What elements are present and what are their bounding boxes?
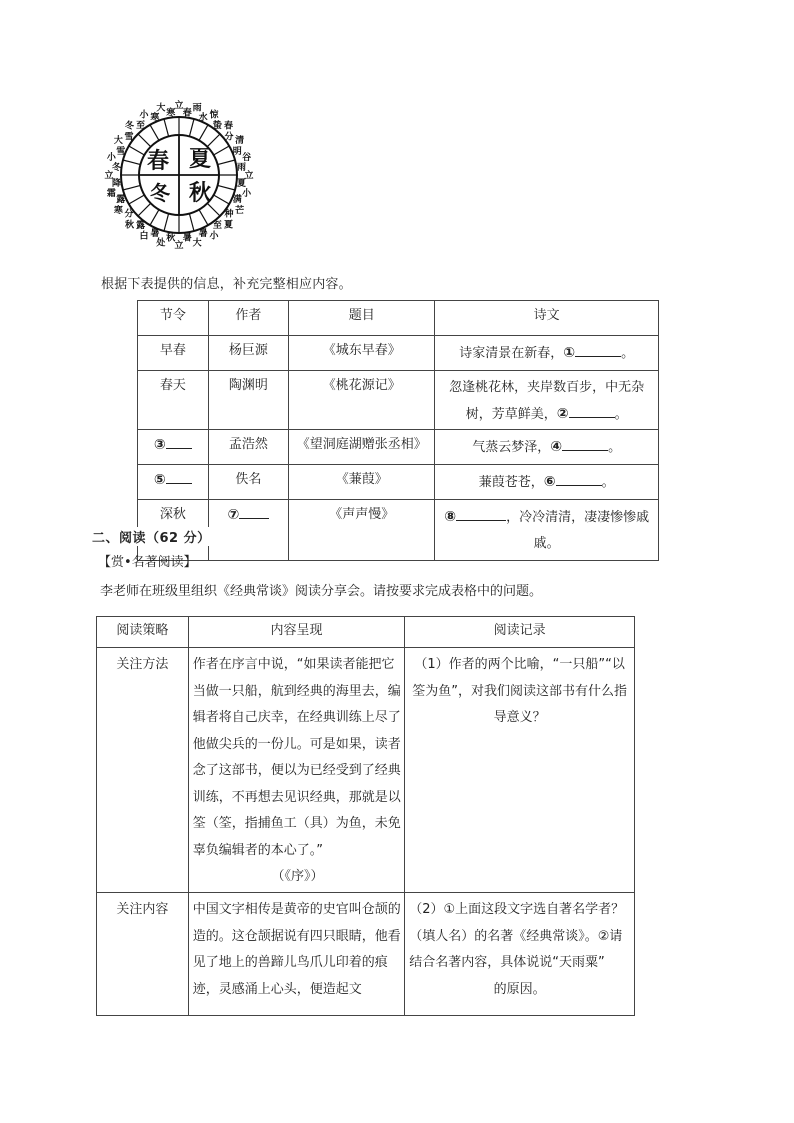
answer-blank[interactable]: [556, 485, 602, 486]
cell-poem: [435, 336, 659, 371]
blank-number: ③: [153, 437, 166, 453]
emblem-autumn: 秋: [188, 180, 212, 206]
emblem-ring-char: 降: [111, 179, 122, 190]
answer-blank[interactable]: [166, 483, 192, 484]
emblem-ring-char: 小: [242, 189, 252, 200]
poem-end: 。: [614, 407, 628, 422]
emblem-ring-char: 寒: [150, 112, 160, 123]
cell-strategy: 关注内容: [97, 893, 189, 1016]
cell-author: 杨巨源: [208, 336, 289, 371]
table-instruction: 根据下表提供的信息，补充完整相应内容。: [101, 277, 352, 292]
section-heading: 二、阅读（62 分）: [92, 527, 215, 546]
emblem-spoke: [123, 160, 140, 165]
record-text-end: 的原因。: [493, 981, 546, 997]
emblem-ring-char: 分: [124, 209, 134, 220]
emblem-spoke: [218, 185, 235, 190]
cell-content: 中国文字相传是黄帝的史官叫仓颉的造的。这仓颉据说有四只眼睛，他看见了地上的兽蹄儿鸟爪儿印着的痕迹，灵感涌上心头，便造起文: [188, 893, 404, 1016]
table-row: [138, 465, 659, 500]
poem-text: 气蒸云梦泽，: [472, 440, 551, 455]
emblem-spoke: [164, 119, 169, 136]
blank-number: ⑤: [153, 472, 166, 488]
emblem-ring-char: 寒: [166, 108, 176, 119]
poem-text: 忽逢桃花林，夹岸数百步，中无杂树，芳草鲜美，: [449, 380, 645, 422]
emblem-spoke: [199, 125, 208, 141]
cell-title: 《望洞庭湖赠张丞相》: [289, 430, 435, 465]
cell-title: 《城东早春》: [289, 336, 435, 371]
emblem-ring-char: 雪: [116, 146, 126, 157]
emblem-ring-char: 暑: [150, 229, 160, 240]
emblem-ring-char: 大: [113, 136, 123, 146]
cell-title: 《桃花源记》: [289, 371, 435, 430]
blank-number: ①: [563, 345, 576, 361]
solar-terms-emblem: [98, 96, 260, 254]
emblem-ring-char: 立: [174, 101, 184, 111]
emblem-ring-char: 露: [136, 221, 146, 231]
emblem-ring-char: 寒: [113, 206, 123, 216]
emblem-spoke: [164, 214, 169, 231]
content-source: （《序》）: [271, 869, 324, 884]
content-text: 作者在序言中说，“如果读者能把它当做一只船，航到经典的海里去，编辑者将自己庆幸，在经典训练上尽了他做尖兵的一份儿。可是如果，读者念了这部书，便以为已经受到了经典训练，不再想去见识经典，那就是以筌（筌，指捕鱼工（具）为鱼，未免辜负编辑者的本心了。”: [192, 657, 401, 858]
emblem-spoke: [199, 210, 208, 226]
poem-end: 。: [601, 475, 615, 490]
cell-season: 春天: [138, 371, 209, 430]
emblem-spoke: [123, 185, 140, 190]
header-author: 作者: [208, 301, 289, 336]
emblem-ring-char: 春: [182, 108, 192, 119]
cell-poem: [435, 465, 659, 500]
emblem-ring-char: 至: [136, 121, 146, 131]
emblem-ring-char: 处: [156, 238, 166, 249]
answer-blank[interactable]: [239, 518, 269, 519]
emblem-summer: 夏: [188, 146, 212, 172]
emblem-winter: 冬: [150, 181, 170, 205]
emblem-ring-char: 春: [223, 121, 234, 132]
emblem-spoke: [214, 146, 230, 155]
emblem-ring-char: 霜: [106, 189, 116, 200]
header-strategy: 阅读策略: [97, 617, 189, 648]
cell-author: 佚名: [208, 465, 289, 500]
header-title: 题目: [289, 301, 435, 336]
emblem-ring-char: 露: [116, 195, 126, 206]
emblem-ring-char: 谷: [242, 152, 252, 163]
emblem-ring-char: 清: [235, 136, 245, 146]
emblem-spoke: [138, 134, 151, 147]
emblem-spoke: [218, 160, 235, 165]
emblem-ring-char: 大: [192, 238, 202, 249]
cell-season: 深秋: [138, 500, 209, 561]
table-row: [97, 648, 635, 893]
emblem-ring-char: 暑: [182, 233, 192, 244]
emblem-spring: 春: [146, 148, 170, 174]
blank-number: ②: [556, 406, 569, 422]
emblem-ring-char: 大: [156, 103, 166, 114]
record-text: （2）①上面这段文字选自著名学者？（填人名）的名著《经典常谈》。②请结合名著内容，具体说说“天雨粟”: [409, 902, 625, 970]
emblem-ring-char: 蛰: [212, 121, 222, 131]
poem-end: 。: [608, 440, 622, 455]
blank-number: ⑥: [543, 474, 556, 490]
blank-number: ⑧: [444, 509, 457, 525]
answer-blank[interactable]: [456, 520, 506, 521]
emblem-ring-char: 种: [224, 209, 234, 220]
poem-text: ，冷冷清清，凄凄惨惨戚戚。: [506, 510, 650, 551]
cell-title: 《声声慢》: [289, 500, 435, 561]
answer-blank[interactable]: [575, 356, 621, 357]
answer-blank[interactable]: [166, 448, 192, 449]
cell-poem: [435, 430, 659, 465]
emblem-ring-char: 雪: [124, 132, 134, 143]
emblem-ring-char: 立: [174, 241, 184, 251]
emblem-ring-char: 雨: [236, 162, 247, 173]
emblem-spoke: [138, 203, 151, 216]
emblem-ring-char: 分: [224, 132, 234, 143]
blank-number: ④: [550, 439, 563, 455]
emblem-spoke: [189, 214, 194, 231]
table-row: [138, 430, 659, 465]
cell-poem: [435, 371, 659, 430]
emblem-ring-char: 冬: [111, 162, 122, 173]
emblem-ring-char: 立: [104, 171, 114, 181]
cell-strategy: 关注方法: [97, 648, 189, 893]
answer-blank[interactable]: [562, 450, 608, 451]
emblem-ring-char: 夏: [236, 179, 247, 190]
header-record: 阅读记录: [405, 617, 635, 648]
cell-record: [405, 893, 635, 1016]
table-row: [97, 893, 635, 1016]
emblem-spoke: [150, 210, 159, 226]
cell-author: [208, 500, 289, 561]
emblem-ring-char: 明: [232, 146, 242, 157]
emblem-ring-char: 暑: [198, 229, 208, 240]
cell-title: 《蒹葭》: [289, 465, 435, 500]
cell-author: 孟浩然: [208, 430, 289, 465]
answer-blank[interactable]: [569, 417, 615, 418]
emblem-spoke: [150, 125, 159, 141]
emblem-spoke: [129, 195, 145, 204]
poem-text: 诗家清景在新春，: [459, 346, 564, 361]
table-row: [138, 500, 659, 561]
emblem-ring-char: 白: [139, 231, 149, 242]
cell-season: 早春: [138, 336, 209, 371]
table-header-row: [138, 301, 659, 336]
emblem-ring-char: 秋: [124, 220, 135, 231]
poem-end: 。: [621, 346, 635, 361]
emblem-spoke: [189, 119, 194, 136]
emblem-ring-char: 小: [209, 231, 219, 242]
cell-season: [138, 430, 209, 465]
emblem-spoke: [129, 146, 145, 155]
cell-poem: [435, 500, 659, 561]
emblem-ring-char: 秋: [166, 233, 176, 244]
emblem-ring-char: 满: [232, 195, 242, 206]
emblem-ring-char: 冬: [124, 121, 135, 132]
emblem-ring-char: 惊: [209, 110, 219, 121]
task-instruction: 李老师在班级里组织《经典常谈》阅读分享会。请按要求完成表格中的问题。: [100, 584, 543, 599]
blank-number: ⑦: [227, 507, 240, 523]
emblem-ring-char: 小: [106, 152, 116, 163]
poem-text: 蒹葭苍苍，: [478, 475, 544, 490]
solar-terms-table: [137, 300, 659, 561]
table-row: [138, 336, 659, 371]
header-content: 内容呈现: [188, 617, 404, 648]
emblem-ring-char: 立: [244, 171, 254, 181]
emblem-ring-char: 芒: [235, 206, 245, 216]
emblem-spoke: [214, 195, 230, 204]
emblem-ring-char: 小: [139, 110, 149, 121]
emblem-spoke: [207, 134, 220, 147]
cell-content: [188, 648, 404, 893]
table-row: [138, 371, 659, 430]
header-season: 节令: [138, 301, 209, 336]
emblem-ring-char: 雨: [192, 103, 202, 114]
cell-author: 陶渊明: [208, 371, 289, 430]
table-header-row: [97, 617, 635, 648]
sub-heading: 【赏•名著阅读】: [98, 555, 197, 570]
emblem-ring-char: 夏: [223, 220, 234, 231]
reading-table: [96, 616, 635, 1016]
cell-season: [138, 465, 209, 500]
emblem-ring-char: 至: [212, 221, 222, 231]
header-poem: 诗文: [435, 301, 659, 336]
emblem-ring-char: 水: [198, 112, 208, 123]
cell-record: （1）作者的两个比喻，“一只船”“以筌为鱼”，对我们阅读这部书有什么指导意义？: [405, 648, 635, 893]
